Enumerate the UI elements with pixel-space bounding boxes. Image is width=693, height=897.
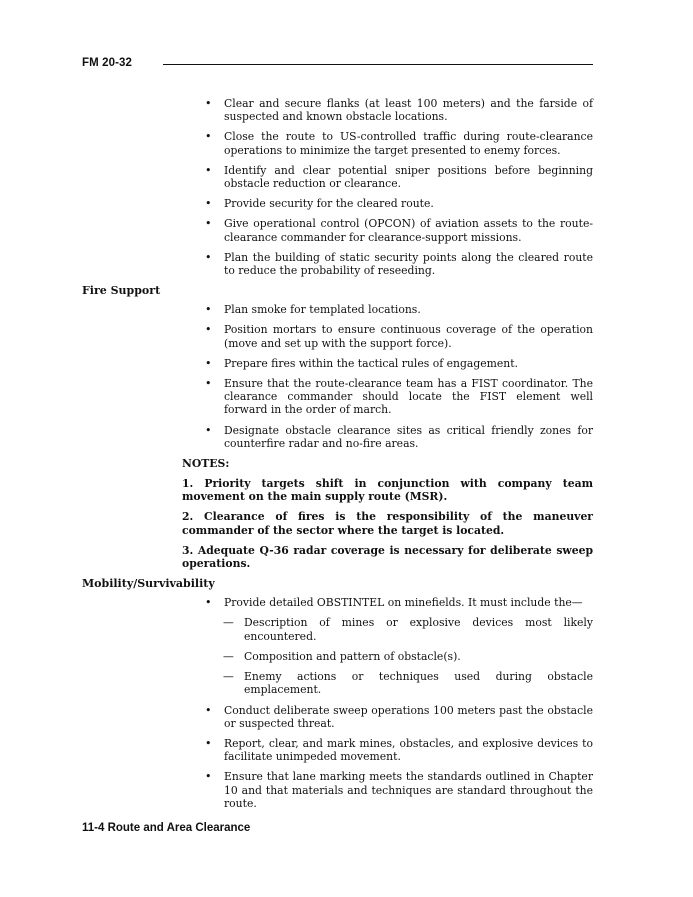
bullet-icon: • xyxy=(205,303,212,317)
list-item: • Position mortars to ensure continuous coverage of the operation (move and set up with the support force). xyxy=(205,323,593,350)
dash-icon: — xyxy=(223,649,234,663)
bullet-icon: • xyxy=(205,197,212,211)
mobility-list xyxy=(82,596,593,810)
obstintel-sublist xyxy=(224,616,593,696)
notes-title: NOTES: xyxy=(182,457,230,471)
page-footer: 11-4 Route and Area Clearance xyxy=(82,822,251,834)
page-header xyxy=(82,57,593,73)
bullet-icon: • xyxy=(205,423,212,437)
list-item: • Provide detailed OBSTINTEL on minefields. It must include the— — Description of mines or explosive devices most likely encountered. — Composition and pattern of obstacle(s). — Enemy actions or techniques used during obstacle emplacement. xyxy=(205,596,593,697)
list-item: • Ensure that the route-clearance team has a FIST coordinator. The clearance commander should locate the FIST element well forward in the order of march. xyxy=(205,377,593,417)
bullet-icon: • xyxy=(205,97,212,110)
bullet-icon: • xyxy=(205,596,212,610)
bullet-icon: • xyxy=(205,250,212,264)
list-item: • Prepare fires within the tactical rules of engagement. xyxy=(205,356,518,370)
sub-list-item: — Enemy actions or techniques used during obstacle emplacement. xyxy=(223,670,593,697)
bullet-icon: • xyxy=(205,736,212,750)
bullet-icon: • xyxy=(205,130,212,144)
notes-block xyxy=(82,457,593,570)
list-item: • Designate obstacle clearance sites as critical friendly zones for counterfire radar and no-fire areas. xyxy=(205,423,593,450)
page-body xyxy=(82,97,593,817)
bullet-icon: • xyxy=(205,217,212,231)
sub-list-item: — Composition and pattern of obstacle(s). xyxy=(223,649,461,663)
list-item: • Conduct deliberate sweep operations 100 meters past the obstacle or suspected threat. xyxy=(205,703,593,730)
note-item: 1. Priority targets shift in conjunction with company team movement on the main supply route (MSR). xyxy=(182,477,593,504)
bullet-icon: • xyxy=(205,703,212,717)
security-list xyxy=(82,97,593,277)
list-item: • Plan the building of static security points along the cleared route to reduce the probability of reseeding. xyxy=(205,250,593,278)
dash-icon: — xyxy=(223,670,234,684)
bullet-icon: • xyxy=(205,356,212,370)
dash-icon: — xyxy=(223,616,234,630)
fire-support-heading: Fire Support xyxy=(82,284,161,298)
sub-list-item: — Description of mines or explosive devices most likely encountered. xyxy=(223,616,593,643)
list-item: • Plan smoke for templated locations. xyxy=(205,303,421,317)
bullet-icon: • xyxy=(205,770,212,784)
list-item: • Clear and secure flanks (at least 100 meters) and the farside of suspected and known obstacle locations. xyxy=(205,97,593,124)
list-item: • Give operational control (OPCON) of aviation assets to the route-clearance commander for clearance-support missions. xyxy=(205,217,593,244)
list-item: • Report, clear, and mark mines, obstacles, and explosive devices to facilitate unimpeded movement. xyxy=(205,736,593,764)
note-item: 3. Adequate Q-36 radar coverage is necessary for deliberate sweep operations. xyxy=(182,543,593,571)
note-item: 2. Clearance of fires is the responsibility of the maneuver commander of the sector where the target is located. xyxy=(182,510,593,537)
header-rule xyxy=(163,64,593,65)
manual-code: FM 20-32 xyxy=(82,57,133,69)
bullet-icon: • xyxy=(205,323,212,337)
list-item: • Close the route to US-controlled traffic during route-clearance operations to minimize the target presented to enemy forces. xyxy=(205,130,593,157)
list-item: • Ensure that lane marking meets the standards outlined in Chapter 10 and that materials and techniques are standard throughout the route. xyxy=(205,770,593,810)
list-item: • Identify and clear potential sniper positions before beginning obstacle reduction or clearance. xyxy=(205,163,593,191)
bullet-icon: • xyxy=(205,377,212,391)
mobility-heading: Mobility/Survivability xyxy=(82,577,215,591)
list-item: • Provide security for the cleared route. xyxy=(205,197,434,211)
bullet-icon: • xyxy=(205,163,212,177)
fire-support-list xyxy=(82,303,593,450)
